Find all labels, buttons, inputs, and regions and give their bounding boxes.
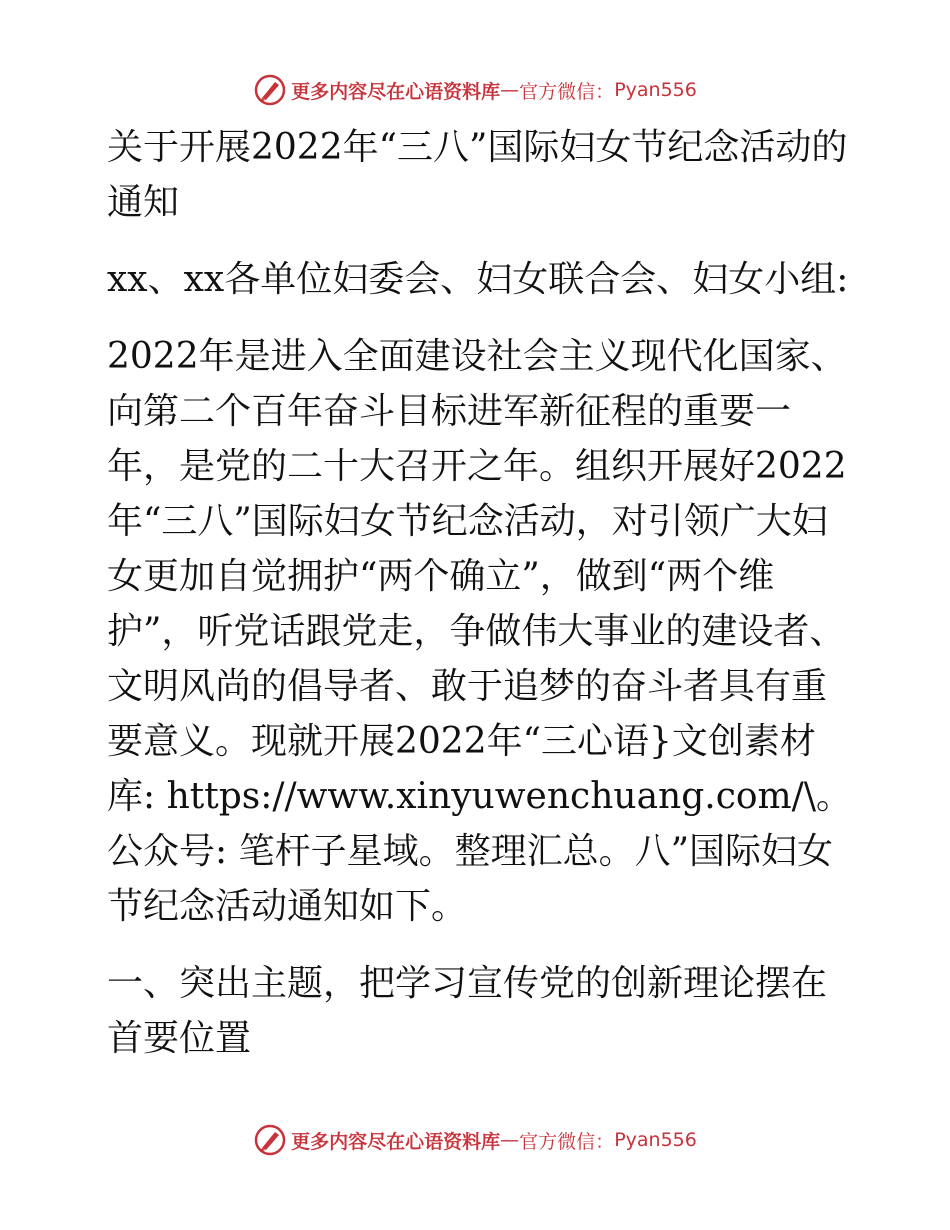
document-body bbox=[97, 120, 857, 1066]
watermark-banner-bottom bbox=[0, 1120, 950, 1160]
section-heading: 一、突出主题，把学习宣传党的创新理论摆在首要位置 bbox=[107, 963, 828, 1059]
watermark-dash: — bbox=[500, 79, 520, 101]
watermark-site-text: 更多内容尽在心语资料库 bbox=[291, 80, 501, 103]
document-title: 关于开展2022年“三八”国际妇女节纪念活动的通知 bbox=[107, 127, 848, 223]
quill-logo-icon bbox=[253, 1123, 287, 1157]
watermark-wechat-label: 官方微信： bbox=[519, 1130, 615, 1153]
document-salutation: xx、xx各单位妇委会、妇女联合会、妇女小组: bbox=[107, 259, 849, 300]
watermark-wechat-id: Pyan556 bbox=[614, 79, 697, 101]
quill-logo-icon bbox=[253, 73, 287, 107]
watermark-wechat-label: 官方微信： bbox=[519, 80, 615, 103]
watermark-site-text: 更多内容尽在心语资料库 bbox=[291, 1130, 501, 1153]
document-body-paragraph: 2022年是进入全面建设社会主义现代化国家、向第二个百年奋斗目标进军新征程的重要一年，是党的二十大召开之年。组织开展好2022年“三八”国际妇女节纪念活动，对引领广大妇女更加自觉拥护“两个确立”，做到“两个维护”，听党话跟党走，争做伟大事业的建设者、文明风尚的倡导者、敢于追梦的奋斗者具有重要意义。现就开展2022年“三心语}文创素材库: https://www.xinyuwenchuang.com/\。公众号: 笔杆子星域。整理汇总。八”国际妇女节纪念活动通知如下。 bbox=[107, 336, 852, 927]
watermark-banner-top bbox=[0, 70, 950, 110]
watermark-wechat-id: Pyan556 bbox=[614, 1129, 697, 1151]
watermark-dash: — bbox=[500, 1129, 520, 1151]
